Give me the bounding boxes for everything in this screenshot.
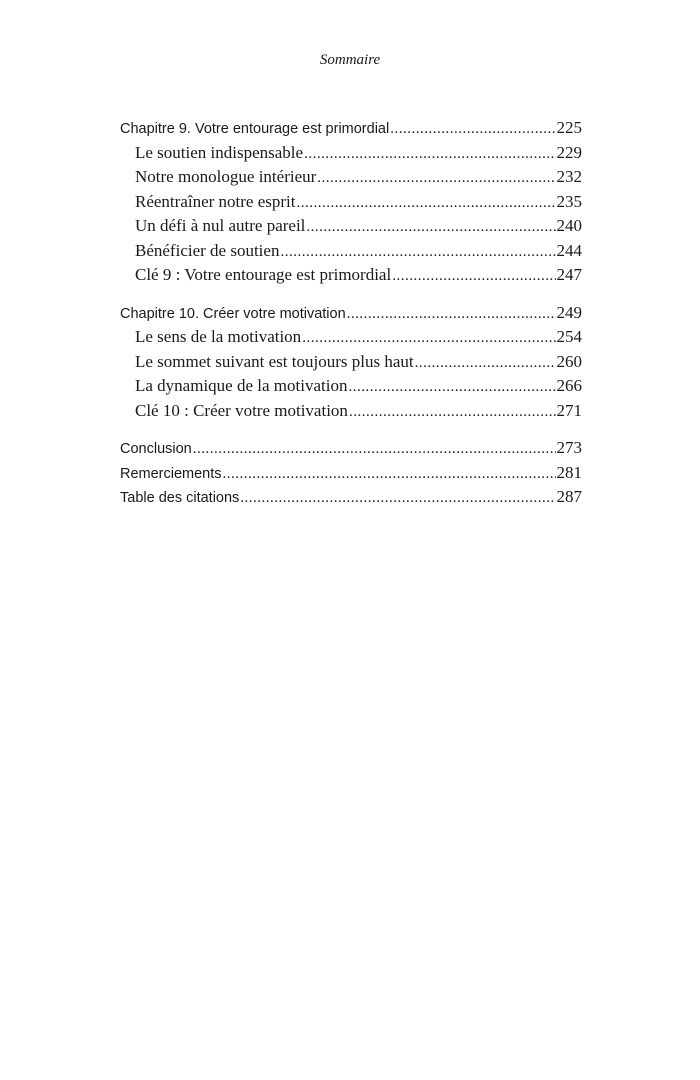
toc-entry-page: 254 xyxy=(556,327,582,346)
toc-entry-page: 273 xyxy=(556,438,582,457)
toc-entry-page: 249 xyxy=(556,302,582,322)
toc-backmatter-entry xyxy=(120,436,582,461)
toc-entry-title: Notre monologue intérieur xyxy=(135,167,317,186)
running-head: Sommaire xyxy=(319,52,381,68)
toc-entry-title: Réentraîner notre esprit xyxy=(135,191,296,211)
toc-section-entry xyxy=(120,165,582,190)
dot-leader xyxy=(415,351,556,376)
toc-chapter-entry xyxy=(120,116,582,141)
toc-section-entry xyxy=(120,399,582,424)
toc-entry-title: Clé 9 : Votre entourage est primordial xyxy=(135,265,392,284)
table-of-contents xyxy=(120,116,582,523)
toc-section-entry xyxy=(120,239,582,264)
dot-leader xyxy=(349,400,556,425)
toc-entry-title: Bénéficier de soutien xyxy=(135,240,280,260)
toc-entry-title: Chapitre 9. Votre entourage est primordial xyxy=(120,121,390,137)
toc-entry-page: 244 xyxy=(556,240,582,260)
dot-leader xyxy=(348,375,555,400)
toc-entry-title: Table des citations xyxy=(120,490,240,506)
toc-entry-page: 235 xyxy=(556,191,582,211)
toc-chapter-entry xyxy=(120,301,582,326)
toc-section-entry xyxy=(120,374,582,399)
toc-group-chapter-9 xyxy=(120,116,582,288)
toc-entry-page: 240 xyxy=(556,216,582,235)
toc-backmatter-entry xyxy=(120,485,582,510)
toc-group-chapter-10 xyxy=(120,301,582,424)
dot-leader xyxy=(302,326,555,351)
toc-entry-title: La dynamique de la motivation xyxy=(135,376,348,395)
toc-entry-title: Chapitre 10. Créer votre motivation xyxy=(120,305,346,322)
dot-leader xyxy=(193,437,556,462)
dot-leader xyxy=(240,486,555,511)
toc-entry-title: Le sens de la motivation xyxy=(135,327,302,346)
toc-entry-page: 247 xyxy=(556,265,582,284)
toc-entry-title: Clé 10 : Créer votre motivation xyxy=(135,400,348,420)
toc-entry-title: Remerciements xyxy=(120,465,222,482)
dot-leader xyxy=(223,462,556,487)
toc-entry-page: 229 xyxy=(556,142,582,162)
toc-entry-page: 266 xyxy=(556,376,582,395)
toc-backmatter-entry xyxy=(120,461,582,486)
toc-entry-page: 287 xyxy=(556,487,582,506)
toc-entry-page: 281 xyxy=(556,462,582,482)
toc-entry-title: Le sommet suivant est toujours plus haut xyxy=(135,351,414,371)
toc-entry-page: 260 xyxy=(556,351,582,371)
dot-leader xyxy=(317,166,555,191)
toc-entry-page: 271 xyxy=(556,400,582,420)
toc-section-entry xyxy=(120,350,582,375)
toc-section-entry xyxy=(120,263,582,288)
toc-section-entry xyxy=(120,325,582,350)
toc-entry-title: Un défi à nul autre pareil xyxy=(135,216,306,235)
dot-leader xyxy=(347,302,556,327)
toc-section-entry xyxy=(120,141,582,166)
toc-section-entry xyxy=(120,214,582,239)
dot-leader xyxy=(390,117,555,142)
toc-section-entry xyxy=(120,190,582,215)
dot-leader xyxy=(306,215,555,240)
dot-leader xyxy=(304,142,555,167)
toc-entry-page: 225 xyxy=(556,118,582,137)
dot-leader xyxy=(297,191,556,216)
dot-leader xyxy=(280,240,555,265)
toc-entry-page: 232 xyxy=(556,167,582,186)
toc-entry-title: Le soutien indispensable xyxy=(135,142,304,162)
dot-leader xyxy=(392,264,555,289)
toc-group-backmatter xyxy=(120,436,582,510)
toc-entry-title: Conclusion xyxy=(120,441,192,457)
